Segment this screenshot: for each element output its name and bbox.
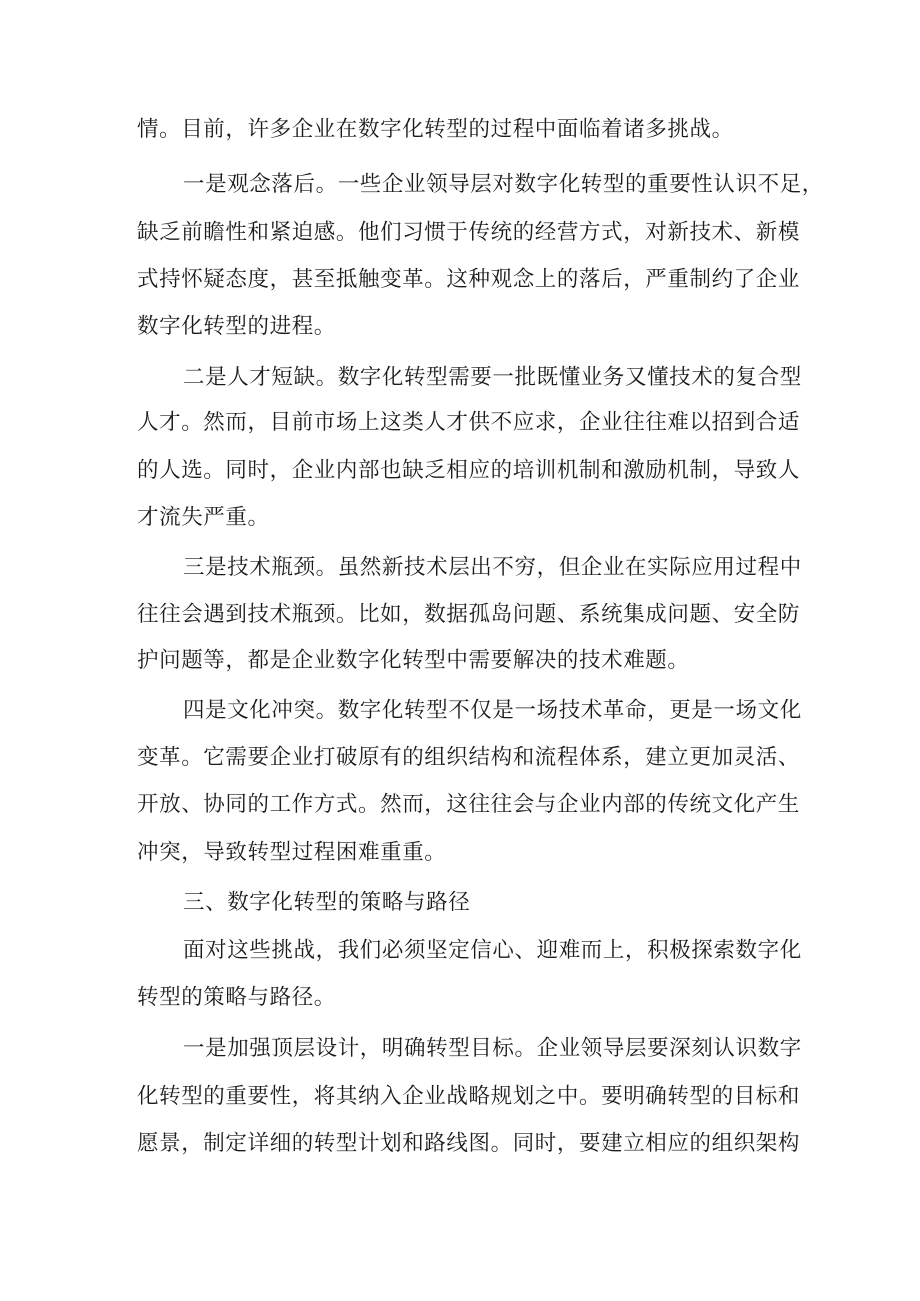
text-line: 愿景，制定详细的转型计划和路线图。同时，要建立相应的组织架构 [137, 1131, 801, 1156]
text-line: 人才。然而，目前市场上这类人才供不应求，企业往往难以招到合适 [137, 410, 801, 435]
text-line: 冲突，导致转型过程困难重重。 [137, 840, 447, 865]
paragraph-first-line: 二是人才短缺。数字化转型需要一批既懂业务又懂技术的复合型 [183, 365, 802, 390]
text-line: 缺乏前瞻性和紧迫感。他们习惯于传统的经营方式，对新技术、新模 [137, 220, 801, 245]
section-heading: 三、数字化转型的策略与路径 [183, 890, 471, 915]
text-line: 情。目前，许多企业在数字化转型的过程中面临着诸多挑战。 [137, 117, 734, 142]
paragraph-first-line: 四是文化冲突。数字化转型不仅是一场技术革命，更是一场文化 [183, 698, 802, 723]
paragraph-first-line: 三是技术瓶颈。虽然新技术层出不穷，但企业在实际应用过程中 [183, 555, 802, 580]
text-line: 转型的策略与路径。 [137, 985, 336, 1010]
text-line: 护问题等，都是企业数字化转型中需要解决的技术难题。 [137, 648, 690, 673]
paragraph-first-line: 一是加强顶层设计，明确转型目标。企业领导层要深刻认识数字 [183, 1036, 802, 1061]
text-line: 的人选。同时，企业内部也缺乏相应的培训机制和激励机制，导致人 [137, 458, 801, 483]
text-line: 变革。它需要企业打破原有的组织结构和流程体系，建立更加灵活、 [137, 745, 801, 770]
text-line: 往往会遇到技术瓶颈。比如，数据孤岛问题、系统集成问题、安全防 [137, 602, 801, 627]
paragraph-first-line: 面对这些挑战，我们必须坚定信心、迎难而上，积极探索数字化 [183, 938, 802, 963]
text-line: 开放、协同的工作方式。然而，这往往会与企业内部的传统文化产生 [137, 792, 801, 817]
paragraph-first-line: 一是观念落后。一些企业领导层对数字化转型的重要性认识不足， [183, 172, 824, 197]
text-line: 式持怀疑态度，甚至抵触变革。这种观念上的落后，严重制约了企业 [137, 267, 801, 292]
text-line: 化转型的重要性，将其纳入企业战略规划之中。要明确转型的目标和 [137, 1084, 801, 1109]
text-line: 数字化转型的进程。 [137, 314, 336, 339]
text-line: 才流失严重。 [137, 505, 270, 530]
